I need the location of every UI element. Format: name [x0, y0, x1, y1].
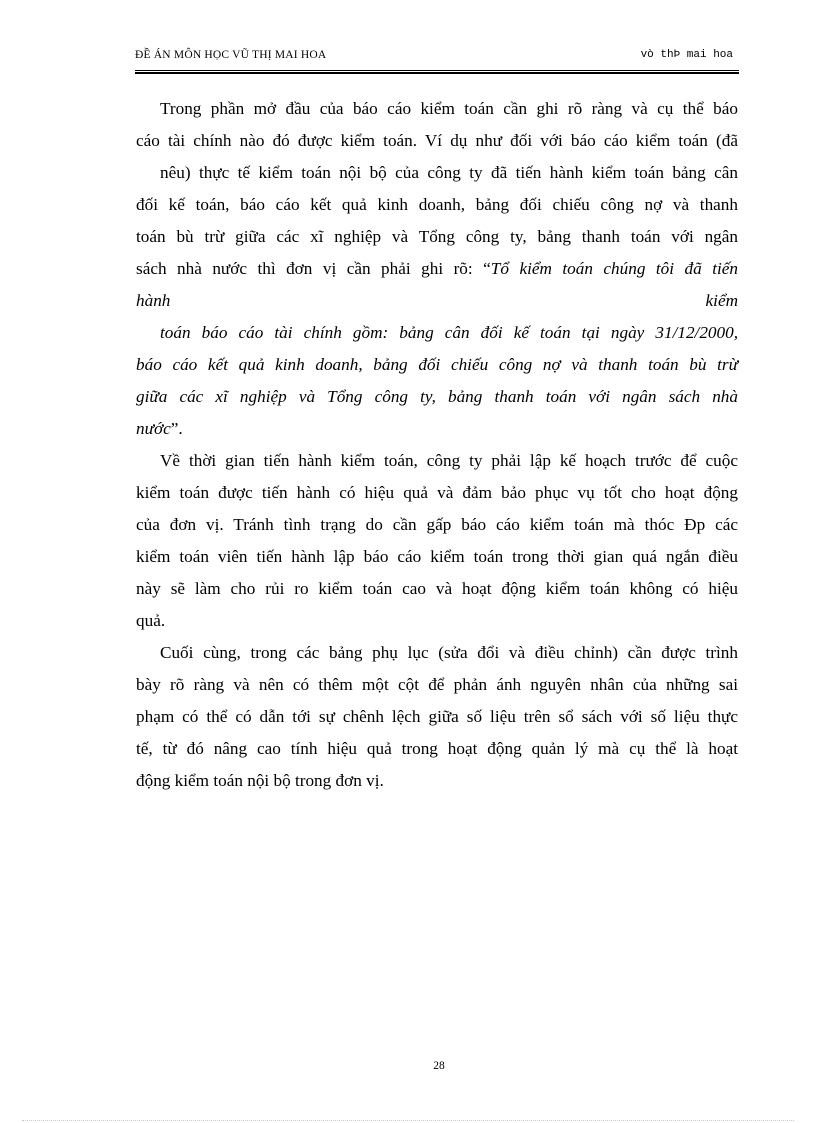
quote-span: nước: [136, 419, 171, 438]
document-body: [136, 93, 738, 797]
text-line: giữa các xĩ nghiệp và Tổng công ty, bảng thanh toán với ngân sách nhà: [136, 387, 738, 406]
text-line: toán bù trừ giữa các xĩ nghiệp và Tổng công ty, bảng thanh toán với ngân: [136, 227, 738, 246]
text-line: tế, từ đó nâng cao tính hiệu quả trong hoạt động quản lý mà cụ thể là hoạt: [136, 739, 738, 758]
text-line: Cuối cùng, trong các bảng phụ lục (sửa đổi và điều chỉnh) cần được trình: [160, 643, 738, 662]
text-line: này sẽ làm cho rủi ro kiểm toán cao và hoạt động kiểm toán không có hiệu: [136, 579, 738, 598]
text-line: [136, 413, 738, 445]
text-span: sách nhà nước thì đơn vị cần phải ghi rõ: “: [136, 259, 491, 278]
quote-span: hành: [136, 291, 171, 310]
paragraph-1: [136, 93, 738, 445]
text-line: báo cáo kết quả kinh doanh, bảng đối chiếu công nợ và thanh toán bù trừ: [136, 355, 738, 374]
text-span: ”.: [170, 419, 183, 438]
paragraph-3: [136, 637, 738, 797]
page-number: 28: [433, 1060, 445, 1072]
text-line: Trong phần mở đầu của báo cáo kiểm toán cần ghi rõ ràng và cụ thể báo: [160, 99, 738, 118]
text-line: của đơn vị. Tránh tình trạng do cần gấp báo cáo kiểm toán mà thóc Đp các: [136, 515, 738, 534]
text-line: phạm có thể có dẫn tới sự chênh lệch giữa số liệu trên sổ sách với số liệu thực: [136, 707, 738, 726]
header-title: ĐỀ ÁN MÔN HỌC VŨ THỊ MAI HOA: [135, 49, 327, 61]
text-line: đối kế toán, báo cáo kết quả kinh doanh, bảng đối chiếu công nợ và thanh: [136, 195, 738, 214]
paragraph-2: [136, 445, 738, 637]
text-line: bày rõ ràng và nên có thêm một cột để phản ánh nguyên nhân của những sai: [136, 675, 738, 694]
header-rule-thin: [135, 70, 739, 71]
quote-span: Tổ kiểm toán chúng tôi đã tiến: [490, 259, 738, 278]
text-line: kiểm toán viên tiến hành lập báo cáo kiểm toán trong thời gian quá ngắn điều: [136, 547, 738, 566]
text-line: [136, 285, 738, 317]
text-line: [136, 253, 738, 285]
text-line: cáo tài chính nào đó được kiểm toán. Ví dụ như đối với báo cáo kiểm toán (đã: [136, 131, 738, 150]
text-line: nêu) thực tế kiểm toán nội bộ của công ty đã tiến hành kiểm toán bảng cân: [160, 163, 738, 182]
header-author: vò thÞ mai hoa: [640, 49, 733, 61]
header-rule-thick: [135, 72, 739, 74]
text-line: động kiểm toán nội bộ trong đơn vị.: [136, 771, 384, 790]
page-header: [135, 47, 739, 67]
text-line: Về thời gian tiến hành kiểm toán, công ty phải lập kế hoạch trước để cuộc: [160, 451, 738, 470]
page-bottom-border: [22, 1120, 794, 1121]
text-line: kiểm toán được tiến hành có hiệu quả và đảm bảo phục vụ tốt cho hoạt động: [136, 483, 738, 502]
text-line: quả.: [136, 611, 166, 630]
quote-span: kiểm: [705, 291, 738, 310]
text-line: toán báo cáo tài chính gồm: bảng cân đối kế toán tại ngày 31/12/2000,: [160, 323, 738, 342]
